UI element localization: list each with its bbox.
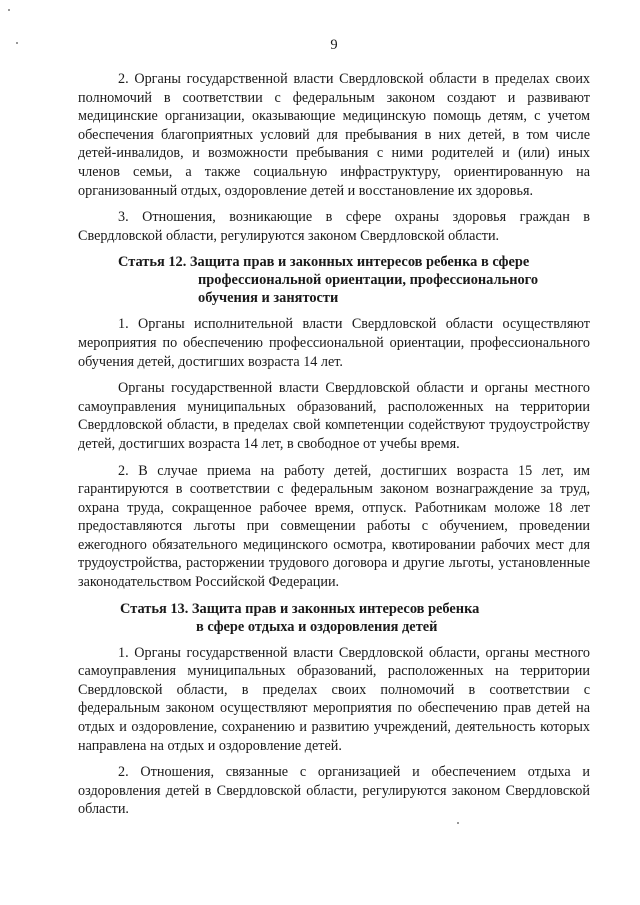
article-12-heading-line: профессиональной ориентации, профессионального — [198, 272, 539, 289]
paragraph-article-13-part-2: 2. Отношения, связанные с организацией и обеспечением отдыха и оздоровления детей в Свердловской области, регулируются законом Свердловской области. — [78, 764, 590, 818]
paragraph-article-11-part-2: 2. Органы государственной власти Свердловской области в пределах своих полномочий в соответствии с федеральным законом создают и развивают медицинские организации, оказывающие медицинскую помощь детям, с учетом обеспечения благоприятных условий для пребывания в них детей, в том числе детей-инвалидов, и возможности пребывания с ними родителей и (или) иных членов семьи, а также социальную инфраструктуру, ориентированную на организованный отдых, оздоровление детей и восстановление их здоровья. — [78, 71, 590, 199]
article-12-heading-line: обучения и занятости — [198, 290, 339, 307]
paragraph-article-13-part-1: 1. Органы государственной власти Свердловской области, органы местного самоуправления муниципальных образований, расположенных на территории Свердловской области, в пределах своих полномочий в соответствии с федеральным законом осуществляют мероприятия по обеспечению прав детей на отдых и оздоровление, сохранению и развитию учреждений, деятельность которых направлена на отдых и оздоровление детей. — [78, 644, 590, 754]
article-13-heading — [78, 600, 590, 636]
document-body — [78, 70, 590, 827]
scan-speck — [8, 9, 10, 11]
article-13-heading-line: в сфере отдыха и оздоровления детей — [196, 618, 438, 635]
page-number: 9 — [330, 37, 338, 53]
paragraph-article-12-part-1-cont: Органы государственной власти Свердловской области и органы местного самоуправления муниципальных образований, расположенных на территории Свердловской области, в пределах свой компетенции содействуют трудоустройству детей, достигших возраста 14 лет, в свободное от учебы время. — [78, 380, 590, 452]
paragraph-article-12-part-2: 2. В случае приема на работу детей, достигших возраста 15 лет, им гарантируются в соответствии с федеральным законом вознаграждение за труд, охрана труда, сокращенное рабочее время, отпуск. Работникам моложе 18 лет предоставляются льготы при совмещении работы с обучением, проведении ежегодного обязательного медицинского осмотра, квотировании рабочих мест для трудоустройства, расторжении трудового договора и другие льготы, установленные законодательством Российской Федерации. — [78, 462, 590, 591]
article-12-heading — [78, 253, 590, 307]
article-12-heading-line: Статья 12. Защита прав и законных интересов ребенка в сфере — [118, 254, 530, 271]
paragraph-article-12-part-1: 1. Органы исполнительной власти Свердловской области осуществляют мероприятия по обеспечению профессиональной ориентации, профессионального обучения детей, достигших возраста 14 лет. — [78, 316, 590, 370]
scan-speck — [16, 42, 18, 44]
paragraph-article-11-part-3: 3. Отношения, возникающие в сфере охраны здоровья граждан в Свердловской области, регулируются законом Свердловской области. — [78, 209, 590, 244]
article-13-heading-line: Статья 13. Защита прав и законных интересов ребенка — [120, 600, 480, 617]
